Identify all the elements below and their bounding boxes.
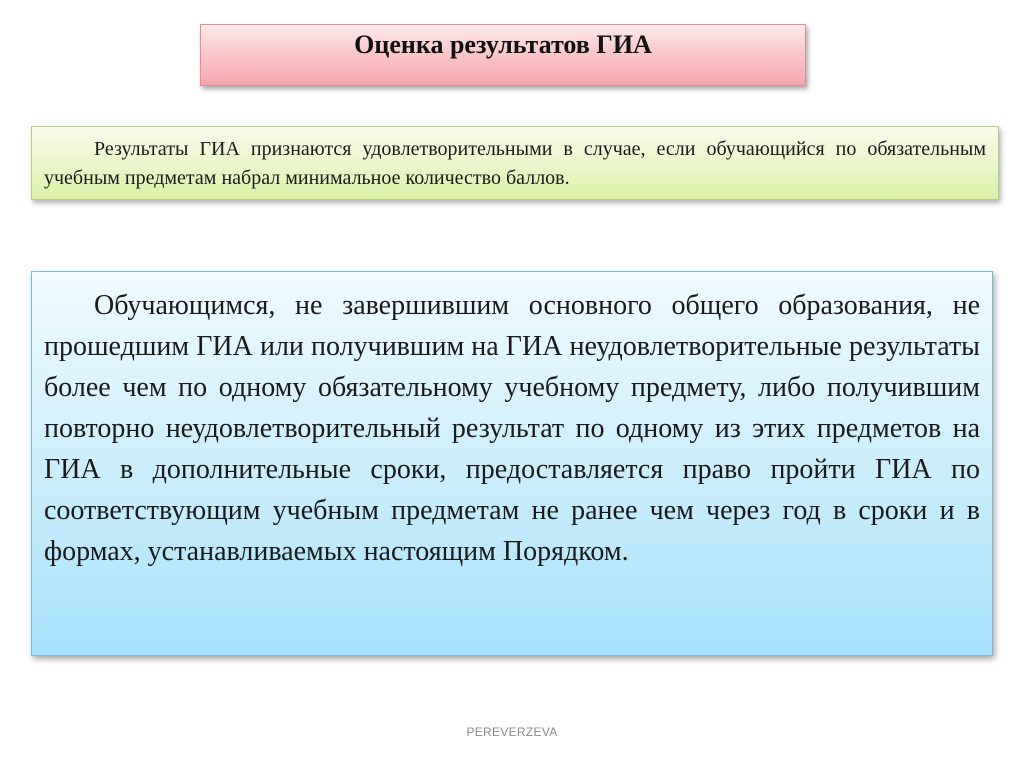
green-paragraph: Результаты ГИА признаются удовлетворительными в случае, если обучающийся по обязательным учебным предметам набрал минимальное количество баллов. <box>44 138 986 189</box>
title-box <box>200 24 806 86</box>
info-box-blue <box>31 271 993 656</box>
footer-author: PEREVERZEVA <box>466 725 558 739</box>
blue-paragraph: Обучающимся, не завершившим основного общего образования, не прошедшим ГИА или получившим на ГИА неудовлетворительные результаты более чем по одному обязательному учебному предмету, либо получившим повторно неудовлетворительный результат по одному из этих предметов на ГИА в дополнительные сроки, предоставляется право пройти ГИА по соответствующим учебным предметам не ранее чем через год в сроки и в формах, устанавливаемых настоящим Порядком. <box>44 290 980 567</box>
info-box-green <box>31 126 999 200</box>
slide-title: Оценка результатов ГИА <box>354 30 652 59</box>
